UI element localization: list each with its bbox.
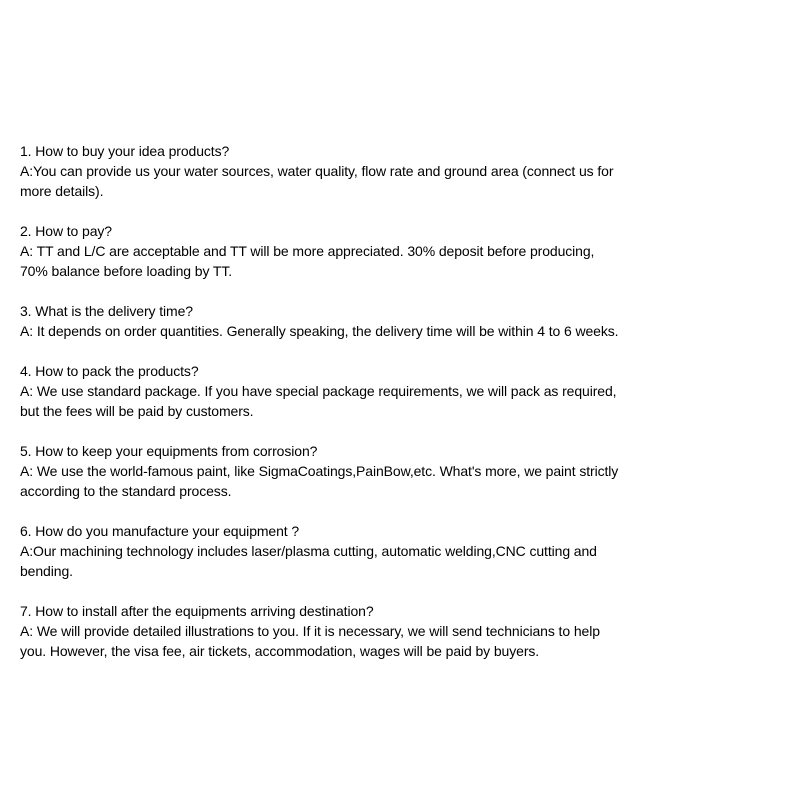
faq-item-6: [20, 521, 660, 581]
faq-answer-2: A: TT and L/C are acceptable and TT will be more appreciated. 30% deposit before producing, 70% balance before loading by TT.: [20, 243, 595, 279]
faq-answer-1: A:You can provide us your water sources, water quality, flow rate and ground area (connect us for more details).: [20, 163, 614, 199]
faq-item-4: [20, 361, 660, 421]
faq-answer-5: A: We use the world-famous paint, like SigmaCoatings,PainBow,etc. What's more, we paint strictly according to the standard process.: [20, 463, 619, 499]
faq-answer-7: A: We will provide detailed illustrations to you. If it is necessary, we will send technicians to help you. However, the visa fee, air tickets, accommodation, wages will be paid by buyers.: [20, 623, 600, 659]
faq-question-3: 3. What is the delivery time?: [20, 303, 193, 319]
faq-question-4: 4. How to pack the products?: [20, 363, 199, 379]
faq-question-1: 1. How to buy your idea products?: [20, 143, 230, 159]
faq-item-7: [20, 601, 660, 661]
faq-item-5: [20, 441, 660, 501]
faq-item-2: [20, 221, 660, 281]
faq-item-3: [20, 301, 660, 341]
faq-list: [20, 141, 660, 681]
faq-question-2: 2. How to pay?: [20, 223, 112, 239]
faq-item-1: [20, 141, 660, 201]
faq-answer-6: A:Our machining technology includes laser/plasma cutting, automatic welding,CNC cutting and bending.: [20, 543, 597, 579]
faq-question-7: 7. How to install after the equipments arriving destination?: [20, 603, 374, 619]
faq-question-6: 6. How do you manufacture your equipment ?: [20, 523, 300, 539]
faq-question-5: 5. How to keep your equipments from corrosion?: [20, 443, 318, 459]
faq-answer-4: A: We use standard package. If you have special package requirements, we will pack as required, but the fees will be paid by customers.: [20, 383, 617, 419]
faq-answer-3: A: It depends on order quantities. Generally speaking, the delivery time will be within 4 to 6 weeks.: [20, 323, 619, 339]
